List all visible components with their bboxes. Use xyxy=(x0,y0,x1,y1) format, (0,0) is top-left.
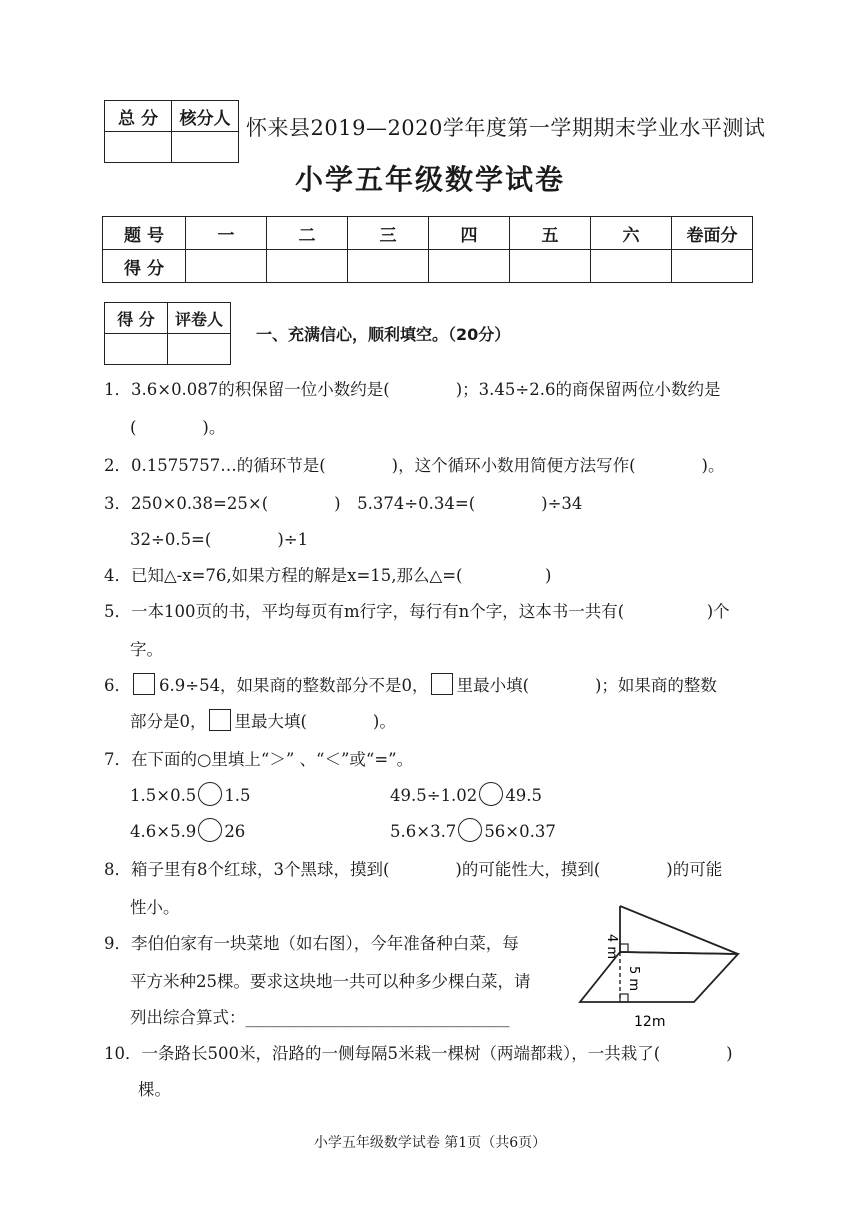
total-score-box xyxy=(104,100,239,163)
grader-box xyxy=(104,302,231,365)
question-10-cont: 棵。 xyxy=(138,1080,171,1099)
question-3: 3．250×0.38=25×( ) 5.374÷0.34=( )÷34 xyxy=(104,494,583,513)
q6-prefix: 6． xyxy=(104,676,131,695)
total-score-label: 总 分 xyxy=(105,101,172,132)
grader-name-cell[interactable] xyxy=(168,334,231,365)
column-header: 一 xyxy=(186,217,267,250)
compare-left: 49.5÷1.02 xyxy=(390,786,478,805)
page-footer: 小学五年级数学试卷 第1页（共6页） xyxy=(313,1135,547,1151)
answer-square[interactable] xyxy=(431,673,453,695)
question-9-formula[interactable]: 列出综合算式：________________________________ xyxy=(130,1008,510,1027)
question-9-cont: 平方米种25棵。要求这块地一共可以种多少棵白菜，请 xyxy=(130,972,531,991)
q6-middle: 6.9÷54，如果商的整数部分不是0， xyxy=(159,676,429,695)
score-cell[interactable] xyxy=(672,250,753,283)
q6-suffix: 里最小填( )；如果商的整数 xyxy=(456,676,717,695)
compare-right: 56×0.37 xyxy=(484,822,556,841)
compare-item-b xyxy=(390,782,542,806)
q6b-prefix: 部分是0， xyxy=(130,712,207,731)
compare-item-d xyxy=(390,818,556,842)
question-8: 8．箱子里有8个红球，3个黑球，摸到( )的可能性大，摸到( )的可能 xyxy=(104,860,723,879)
question-2: 2．0.1575757…的循环节是( )，这个循环小数用简便方法写作( )。 xyxy=(104,456,725,475)
question-4: 4．已知△-x=76,如果方程的解是x=15,那么△=( ) xyxy=(104,566,552,585)
compare-circle[interactable] xyxy=(479,782,503,806)
vegetable-plot-figure xyxy=(578,904,750,1034)
answer-square[interactable] xyxy=(209,709,231,731)
checker-label: 核分人 xyxy=(172,101,239,132)
grader-label: 评卷人 xyxy=(168,303,231,334)
compare-left: 4.6×5.9 xyxy=(130,822,197,841)
q6b-suffix: 里最大填( )。 xyxy=(234,712,396,731)
question-3-cont: 32÷0.5=( )÷1 xyxy=(130,530,309,549)
column-header: 六 xyxy=(591,217,672,250)
compare-circle[interactable] xyxy=(198,782,222,806)
compare-right: 49.5 xyxy=(505,786,543,805)
question-number-label: 题 号 xyxy=(103,217,186,250)
column-header: 二 xyxy=(267,217,348,250)
question-5: 5．一本100页的书，平均每页有m行字，每行有n个字，这本书一共有( )个 xyxy=(104,602,730,621)
answer-square[interactable] xyxy=(133,673,155,695)
column-header: 卷面分 xyxy=(672,217,753,250)
question-7: 7．在下面的○里填上“＞” 、“＜”或“=”。 xyxy=(104,750,414,769)
compare-right: 1.5 xyxy=(224,786,251,805)
grader-score-label: 得 分 xyxy=(105,303,168,334)
exam-subtitle: 小学五年级数学试卷 xyxy=(294,163,565,196)
compare-item-a xyxy=(130,782,251,806)
parallelogram xyxy=(580,952,738,1002)
score-table xyxy=(102,216,753,283)
score-cell[interactable] xyxy=(186,250,267,283)
score-cell[interactable] xyxy=(348,250,429,283)
compare-left: 5.6×3.7 xyxy=(390,822,457,841)
grader-score-cell[interactable] xyxy=(105,334,168,365)
label-12m: 12m xyxy=(634,1014,666,1030)
section-heading: 一、充满信心，顺利填空。（20分） xyxy=(256,325,511,344)
compare-circle[interactable] xyxy=(458,818,482,842)
exam-title: 怀来县2019—2020学年度第一学期期末学业水平测试 xyxy=(246,116,766,140)
question-8-cont: 性小。 xyxy=(130,898,180,917)
question-6-cont xyxy=(130,708,396,732)
score-row-label: 得 分 xyxy=(103,250,186,283)
right-angle-mark xyxy=(620,944,628,952)
compare-left: 1.5×0.5 xyxy=(130,786,197,805)
score-cell[interactable] xyxy=(591,250,672,283)
score-cell[interactable] xyxy=(267,250,348,283)
triangle-hypotenuse xyxy=(620,906,738,954)
label-5m: 5 m xyxy=(626,966,641,992)
score-cell[interactable] xyxy=(510,250,591,283)
right-angle-mark xyxy=(620,994,628,1002)
score-cell[interactable] xyxy=(429,250,510,283)
compare-right: 26 xyxy=(224,822,246,841)
compare-item-c xyxy=(130,818,245,842)
question-1: 1．3.6×0.087的积保留一位小数约是( )；3.45÷2.6的商保留两位小数约是 xyxy=(104,380,721,399)
compare-circle[interactable] xyxy=(198,818,222,842)
column-header: 五 xyxy=(510,217,591,250)
question-1-cont: ( )。 xyxy=(130,418,226,437)
column-header: 四 xyxy=(429,217,510,250)
question-10: 10．一条路长500米，沿路的一侧每隔5米栽一棵树（两端都栽），一共栽了( ) xyxy=(104,1044,733,1063)
question-9: 9．李伯伯家有一块菜地（如右图），今年准备种白菜，每 xyxy=(104,934,519,953)
question-5-cont: 字。 xyxy=(130,640,163,659)
label-4m: 4 m xyxy=(604,934,619,960)
question-6 xyxy=(104,672,717,696)
column-header: 三 xyxy=(348,217,429,250)
